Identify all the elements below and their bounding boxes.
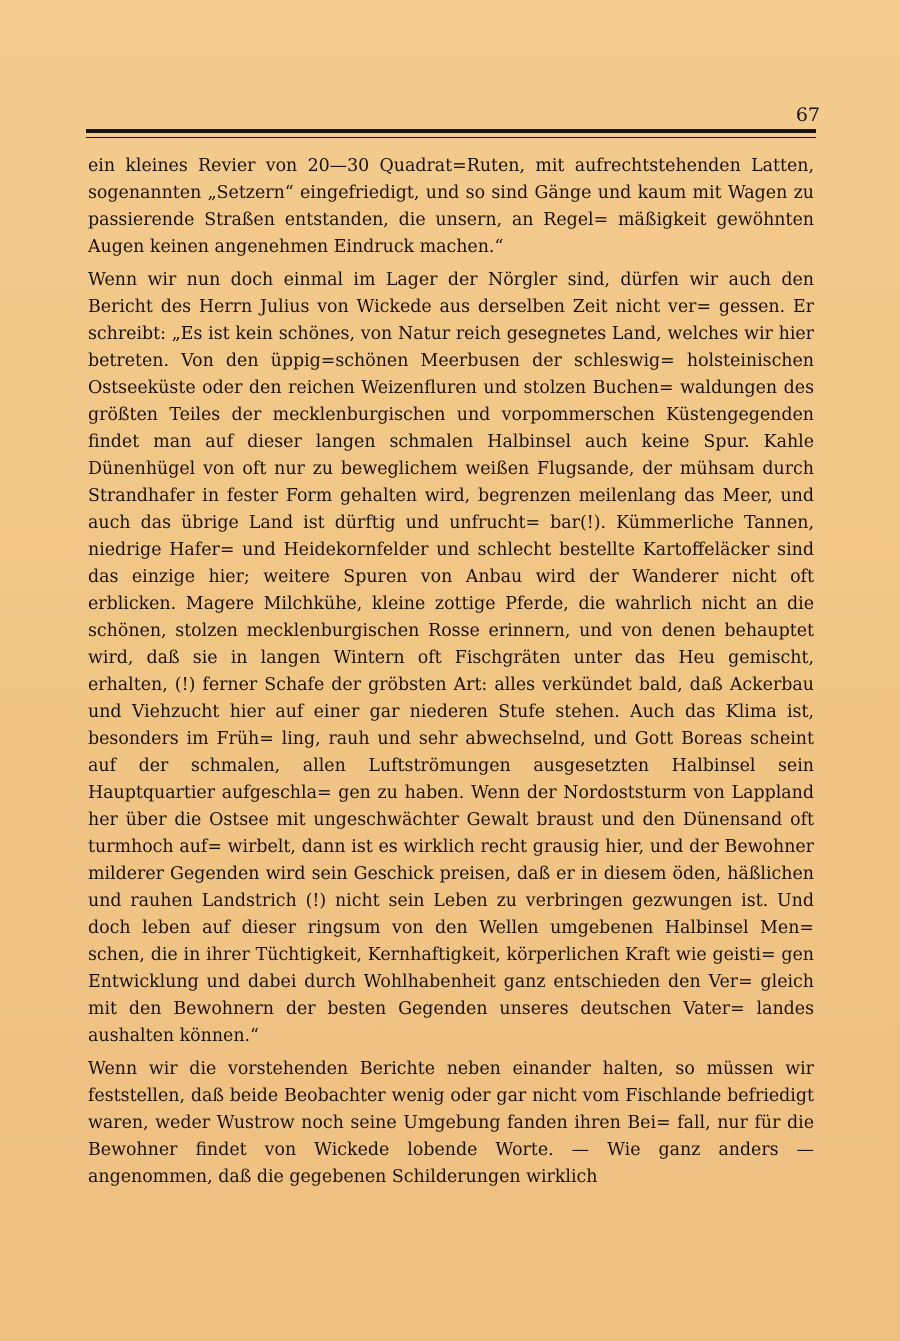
paragraph-1: ein kleines Revier von 20—30 Quadrat=Ruten, mit aufrechtstehenden Latten, sogenannten „Setzern“ eingefriedigt, und so sind Gänge und kaum mit Wagen zu passierende Straßen entstanden, die unsern, an Regel= mäßigkeit gewöhnten Augen keinen angenehmen Eindruck machen.“ — [88, 156, 814, 257]
body-text — [88, 153, 814, 1191]
page-number: 67 — [795, 104, 820, 126]
header-rule-thick — [86, 129, 816, 133]
paragraph-2: Wenn wir nun doch einmal im Lager der Nörgler sind, dürfen wir auch den Bericht des Herrn Julius von Wickede aus derselben Zeit nicht ver= gessen. Er schreibt: „Es ist kein schönes, von Natur reich gesegnetes Land, welches wir hier betreten. Von den üppig=schönen Meerbusen der schleswig= holsteinischen Ostseeküste oder den reichen Weizenfluren und stolzen Buchen= waldungen des größten Teiles der mecklenburgischen und vorpommerschen Küstengegenden findet man auf dieser langen schmalen Halbinsel auch keine Spur. Kahle Dünenhügel von oft nur zu beweglichem weißen Flugsande, der mühsam durch Strandhafer in fester Form gehalten wird, begrenzen meilenlang das Meer, und auch das übrige Land ist dürftig und unfrucht= bar(!). Kümmerliche Tannen, niedrige Hafer= und Heidekornfelder und schlecht bestellte Kartoffeläcker sind das einzige hier; weitere Spuren von Anbau wird der Wanderer nicht oft erblicken. Magere Milchkühe, kleine zottige Pferde, die wahrlich nicht an die schönen, stolzen mecklenburgischen Rosse erinnern, und von denen behauptet wird, daß sie in langen Wintern oft Fischgräten unter das Heu gemischt, erhalten, (!) ferner Schafe der gröbsten Art: alles verkündet bald, daß Ackerbau und Viehzucht hier auf einer gar niederen Stufe stehen. Auch das Klima ist, besonders im Früh= ling, rauh und sehr abwechselnd, und Gott Boreas scheint auf der schmalen, allen Luftströmungen ausgesetzten Halbinsel sein Hauptquartier aufgeschla= gen zu haben. Wenn der Nordoststurm von Lappland her über die Ostsee mit ungeschwächter Gewalt braust und den Dünensand oft turmhoch auf= wirbelt, dann ist es wirklich recht grausig hier, und der Bewohner milderer Gegenden wird sein Geschick preisen, daß er in diesem öden, häßlichen und rauhen Landstrich (!) nicht sein Leben zu verbringen gezwungen ist. Und doch leben auf dieser ringsum von den Wellen umgebenen Halbinsel Men= schen, die in ihrer Tüchtigkeit, Kernhaftigkeit, körperlichen Kraft wie geisti= gen Entwicklung und dabei durch Wohlhabenheit ganz entschieden den Ver= gleich mit den Bewohnern der besten Gegenden unseres deutschen Vater= landes aushalten können.“ — [88, 270, 814, 1046]
paragraph-3: Wenn wir die vorstehenden Berichte neben einander halten, so müssen wir feststellen, daß beide Beobachter wenig oder gar nicht vom Fischlande befriedigt waren, weder Wustrow noch seine Umgebung fanden ihren Bei= fall, nur für die Bewohner findet von Wickede lobende Worte. — Wie ganz anders — angenommen, daß die gegebenen Schilderungen wirklich — [88, 1059, 814, 1187]
header-rule-thin — [86, 137, 816, 138]
